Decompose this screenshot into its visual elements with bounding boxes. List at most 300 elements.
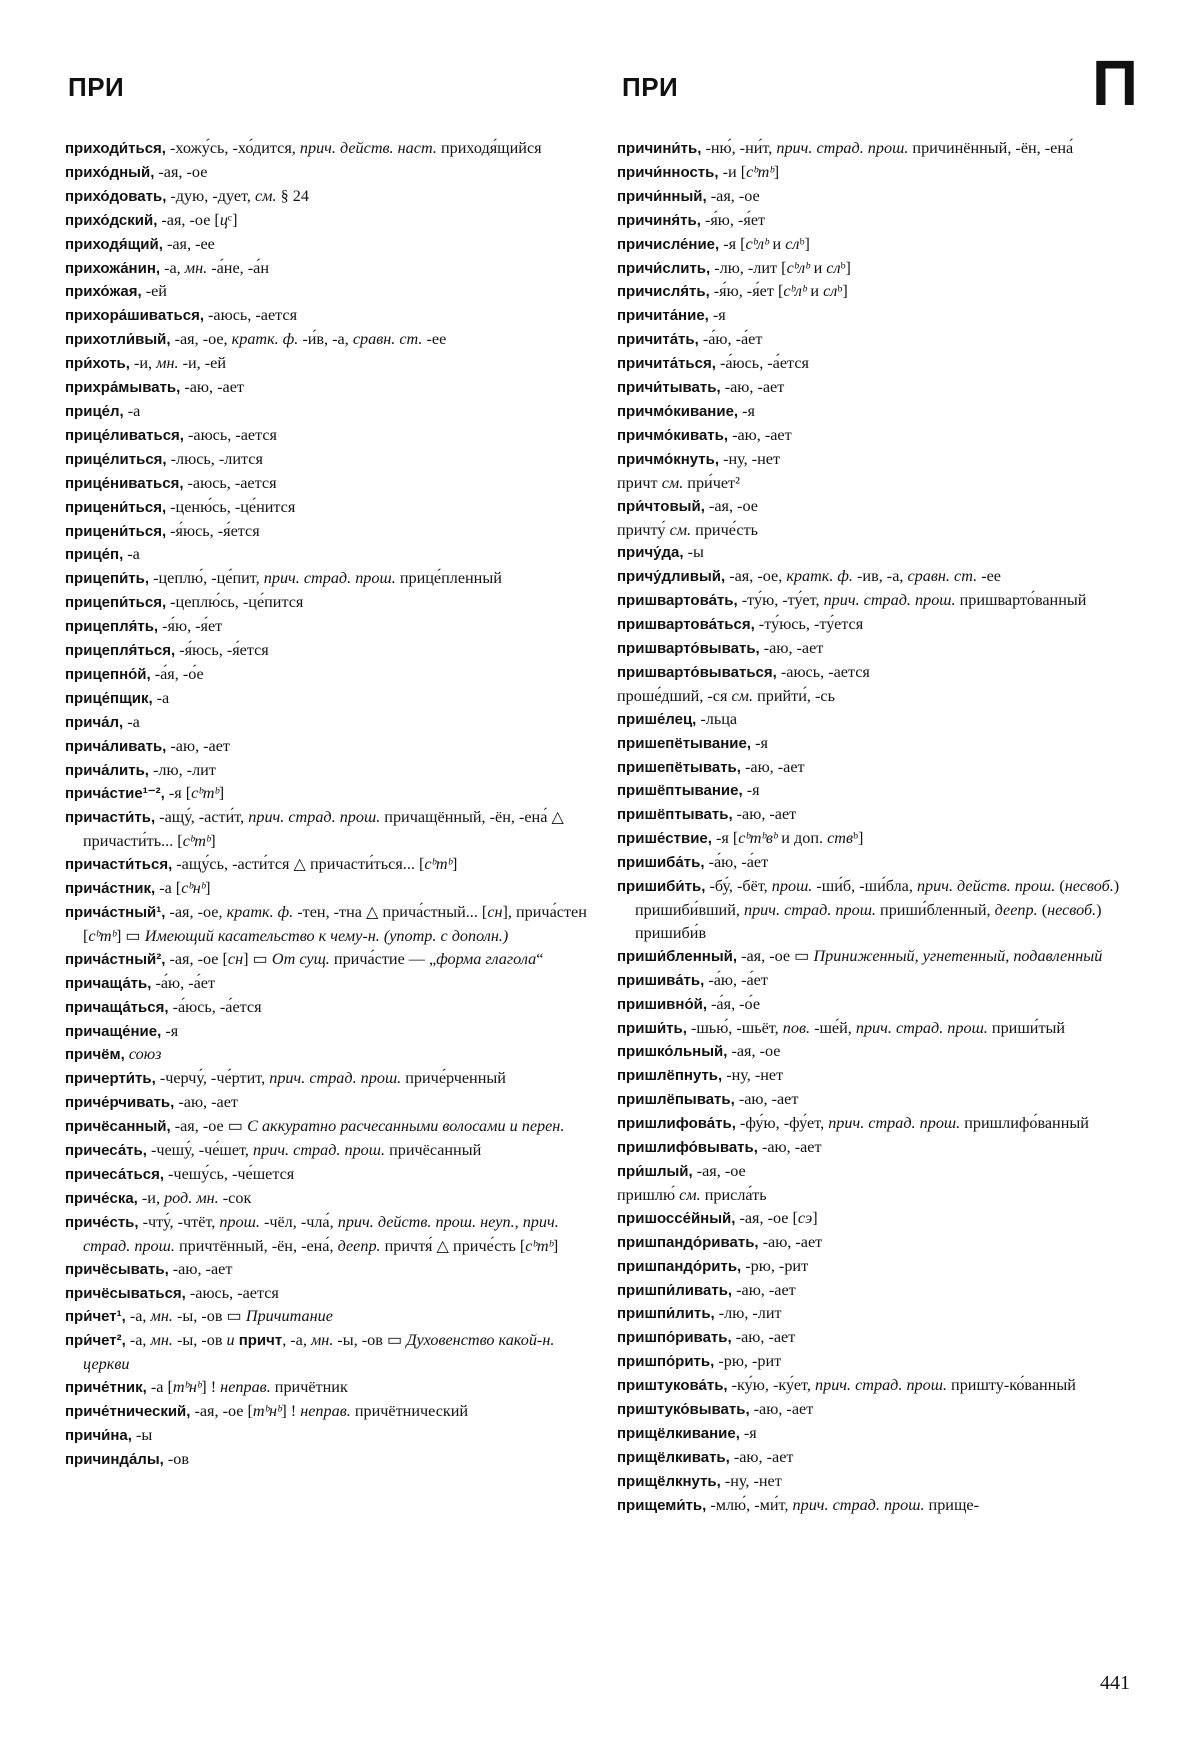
entry-text: -ну, -нет [720,1471,782,1490]
dictionary-entry [617,1064,1137,1088]
entry-headword: прихо́дный, [65,163,155,181]
entry-headword: причи́нный, [617,187,707,205]
entry-label: С аккуратно расчесанными волосами и перен. [247,1117,565,1136]
dictionary-entry [617,589,1137,613]
entry-headword: приходи́ться, [65,140,166,157]
entry-headword: при́шлый, [617,1162,693,1180]
dictionary-entry [65,591,590,615]
dictionary-entry [65,185,590,209]
entry-text: -ту́ю, -ту́ет, [737,591,824,610]
entry-headword: прицепля́ть, [65,618,159,636]
entry-text: приходя́щийся [436,139,542,157]
entry-text: -аю, -ает [168,1259,233,1278]
entry-text: ] [812,1208,818,1227]
entry-text: -я [742,781,760,800]
dictionary-entry [617,1017,1137,1041]
entry-text: -аю, -ает [166,736,231,755]
dictionary-entry [65,972,590,996]
dictionary-entry [617,161,1137,185]
entry-text: причт [238,1332,283,1350]
entry-text: -ценю́сь, -це́нится [166,497,296,516]
entry-text: -льца [696,709,738,728]
dictionary-entry [617,1446,1137,1470]
entry-text: -ая, -ое [706,186,760,205]
entry-text: -я [ [711,829,739,848]
entry-text: -лю, -лит [148,760,216,779]
entry-headword: приче́тник, [65,1379,147,1397]
entry-headword: прихра́мывать, [65,379,181,397]
entry-label: Причитание [245,1307,333,1326]
entry-headword: пришпо́ривать, [617,1329,732,1347]
dictionary-entry [65,759,590,783]
dictionary-entry [65,1163,590,1187]
entry-label: см. [661,473,684,492]
entry-headword: причита́ться, [617,355,716,373]
entry-text: причтя́ △ приче́сть [ [380,1236,526,1255]
entry-text: -а [123,401,141,420]
entry-label: прич. страд. прош. [823,591,956,610]
entry-headword: причита́ние, [617,307,709,325]
entry-text: ᵇ] [852,829,864,848]
entry-text: -аю, -ает [734,1090,799,1109]
entry-headword: приштуко́вывать, [617,1401,750,1419]
entry-label: род. мн. [164,1188,219,1207]
entry-text: причётнический [350,1402,469,1421]
entry-text: -ей [141,282,167,301]
entry-label: сравн. ст. [352,330,423,349]
entry-text: -ая, -ое [ [190,1402,253,1421]
entry-text: -ню́, -ни́т, [701,139,777,157]
entry-headword: пришлифо́вывать, [617,1139,758,1157]
entry-text: причётник [270,1378,348,1397]
entry-headword: прицепи́ть, [65,570,150,588]
entry-text: приши́бленный, [875,901,995,919]
entry-text: ] [218,784,225,803]
entry-headword: причаще́ние, [65,1022,162,1040]
entry-label: cᵇнᵇ [181,879,206,898]
entry-headword: прича́стный¹, [65,904,166,921]
dictionary-entry [617,137,1137,161]
dictionary-entry [617,280,1137,304]
entry-label: кратк. ф. [226,903,294,921]
dictionary-entry [65,472,590,496]
dictionary-entry [617,495,1137,519]
entry-text: -чту́, -чтёт, [138,1212,220,1231]
dictionary-entry [617,1374,1137,1398]
entry-text: прийти́, -сь [753,686,835,705]
entry-text: пришварто́ванный [955,591,1087,610]
entry-headword: пришко́льный, [617,1043,728,1061]
dictionary-entry [617,993,1137,1017]
entry-headword: пришварто́вываться, [617,663,777,681]
dictionary-entry [65,400,590,424]
entry-text: -а́ю, -а́ет [704,853,769,872]
entry-text: ] ▭ [115,926,145,945]
dictionary-entry [65,567,590,591]
entry-text: -ну, -нет [722,1066,784,1085]
entry-text: -ы [683,543,704,562]
entry-text: прище- [924,1495,980,1514]
dictionary-entry [65,1400,590,1424]
entry-text: ) пришиби́вший, [635,877,1120,919]
entry-text: -а, [125,1331,151,1350]
entry-text: -аю, -ает [757,1138,822,1157]
entry-text: -аюсь, -ается [776,662,870,681]
entry-label: От сущ. [271,949,330,968]
entry-headword: причёсанный, [65,1118,171,1136]
entry-text: -аюсь, -ается [183,425,277,444]
running-head-left: ПРИ [68,72,125,102]
dictionary-entry [617,209,1137,233]
entry-text: -я [751,733,768,752]
entry-label: сравн. ст. [907,567,978,586]
entry-text: -аюсь, -ается [204,306,298,325]
entry-headword: прице́л, [65,402,124,420]
dictionary-entry [65,1376,590,1400]
entry-text: ] [552,1236,559,1255]
entry-headword: приче́рчивать, [65,1094,175,1112]
entry-text: -аюсь, -ается [185,1283,279,1302]
entry-text: -я́юсь, -я́ется [166,521,260,540]
dictionary-entry [65,1448,590,1472]
entry-text: при́чет² [683,473,740,492]
entry-headword: причёсывать, [65,1260,169,1278]
entry-headword: причи́тывать, [617,379,721,397]
entry-text: пришлифо́ванный [960,1114,1089,1133]
entry-text: -рю, -рит [741,1256,809,1275]
entry-headword: пришпандо́ривать, [617,1233,759,1251]
entry-text: -а́я, -о́е [707,994,761,1013]
entry-text: -я [739,1423,757,1442]
dictionary-entry [617,424,1137,448]
dictionary-entry [617,1112,1137,1136]
entry-text: -а, [125,1307,151,1326]
entry-label: сн [227,949,244,968]
entry-text: -ащу́, -асти́т, [155,808,249,827]
entry-text: -а́юсь, -а́ется [715,354,809,373]
entry-headword: прицепи́ться, [65,594,167,612]
dictionary-entry [617,661,1137,685]
entry-text: -ая, -ое, [170,330,232,349]
entry-text: -ая, -ое, [165,903,227,921]
entry-text: причащённый, -ён, -ена́ △ причасти́ть... [ [83,808,564,851]
entry-text: -аю, -ает [732,1280,796,1299]
entry-text: пришту-ко́ванный [947,1376,1076,1395]
dictionary-entry [65,137,590,161]
dictionary-entry [65,735,590,759]
entry-text: -ы, -ов [172,1331,227,1350]
dictionary-entry [65,328,590,352]
dictionary-entry [65,1091,590,1115]
entry-label: см. [679,1185,701,1204]
entry-text: , -а, [282,1331,311,1350]
entry-text: -ы, -ов ▭ [172,1307,246,1326]
entry-headword: приши́ть, [617,1019,687,1037]
entry-label: прич. страд. прош. [743,901,876,919]
dictionary-entry [65,1115,590,1139]
entry-label: Имеющий касательство к чему-н. (употр. с дополн.) [144,926,509,945]
dictionary-entry [65,1424,590,1448]
dictionary-entry [617,1088,1137,1112]
dictionary-entry [617,541,1137,565]
entry-headword: прихотли́вый, [65,331,171,349]
entry-text: ] [205,879,211,898]
entry-headword: причасти́ть, [65,809,156,827]
dictionary-entry [65,257,590,281]
entry-text: -ив, -а, [852,567,908,586]
entry-text: -тен, -тна △ прича́стный... [ [293,903,488,921]
entry-text: -чёл, -чла́, [259,1212,338,1231]
entry-text: -ая, -ее [162,234,215,253]
entry-label: форма глагола [436,949,537,968]
entry-label: cᵇлᵇ [783,282,807,301]
entry-label: прич. страд. прош. [263,569,396,588]
entry-text: -аю, -ает [729,1447,794,1466]
entry-label: прич. страд. прош. [253,1141,386,1160]
entry-headword: пришпо́рить, [617,1353,715,1371]
entry-text: -ше́й, [810,1018,856,1037]
dictionary-entry [617,519,1137,542]
entry-text: -люсь, -лится [166,449,263,468]
entry-headword: причмо́кнуть, [617,450,720,468]
entry-text: -ку́ю, -ку́ет, [727,1376,815,1395]
entry-headword: пришоссе́йный, [617,1209,736,1227]
entry-headword: причёсываться, [65,1284,186,1302]
entry-label: мн. [150,1307,173,1326]
entry-label: неправ. [220,1378,271,1397]
entry-label: деепр. [337,1236,381,1255]
entry-headword: прише́ствие, [617,830,712,848]
dictionary-entry [617,376,1137,400]
entry-headword: пришепётывать, [617,758,741,776]
entry-text: -и, [137,1188,165,1207]
entry-text: -ая, -ое [727,1042,781,1061]
entry-headword: при́чет², [65,1332,126,1350]
entry-text: ᶜ] [227,210,238,229]
entry-text: -ее [422,330,447,349]
dictionary-entry [65,543,590,567]
entry-headword: пришепётывание, [617,734,752,752]
entry-label: mᵇнᵇ [172,1378,202,1397]
entry-headword: прицепно́й, [65,665,151,683]
entry-headword: причасти́ться, [65,856,173,874]
entry-text: -я́юсь, -я́ется [175,641,269,660]
left-column [65,137,590,1472]
dictionary-entry [617,1470,1137,1494]
dictionary-entry [65,1043,590,1067]
entry-headword: прице́ниваться, [65,474,184,492]
entry-text: -ая, -ое [704,496,758,515]
dictionary-entry [617,969,1137,993]
entry-text: -я́ю, -я́ет [158,617,223,636]
entry-text: -ая, -ое ▭ [737,946,814,965]
entry-label: прош. [771,877,813,896]
entry-text: -аю, -ает [732,805,797,824]
entry-text: -ну, -нет [719,449,781,468]
entry-text: ] ! [281,1402,301,1421]
dictionary-entry [617,565,1137,589]
entry-headword: причи́слить, [617,259,711,277]
dictionary-entry [617,448,1137,472]
entry-text: и [806,282,824,301]
dictionary-entry [65,877,590,901]
entry-text: -аю, -ает [749,1400,814,1419]
entry-headword: причеса́ть, [65,1142,147,1160]
dictionary-entry [617,1207,1137,1231]
entry-headword: причисле́ние, [617,235,720,253]
entry-text: -шью́, -шьёт, [686,1018,783,1037]
entry-text: -ее [977,567,1001,586]
entry-headword: приходя́щий, [65,235,163,253]
entry-text: -а [ [155,879,182,898]
dictionary-entry [65,1305,590,1329]
dictionary-entry [65,280,590,304]
entry-headword: прише́лец, [617,710,697,728]
entry-label: cᵇmᵇ [424,855,452,874]
entry-text: -ы, -ов ▭ [333,1331,407,1350]
dictionary-entry [65,687,590,711]
entry-headword: пришёптывать, [617,806,733,824]
entry-text: -ши́б, -ши́бла, [812,877,917,896]
entry-label: мн. [156,354,179,373]
entry-label: несвоб. [1047,901,1097,919]
dictionary-entry [65,376,590,400]
entry-text: -и [ [718,162,747,181]
entry-text: ) пришиби́в [635,901,1102,942]
entry-label: прич. страд. прош. [792,1495,925,1514]
dictionary-entry [617,328,1137,352]
entry-text: прича́стие — „ [329,949,437,968]
entry-label: Духовенство какой-н. церкви [83,1331,555,1374]
dictionary-entry [617,708,1137,732]
entry-headword: прихожа́нин, [65,259,161,277]
entry-label: прич. действ. наст. [299,139,437,157]
dictionary-entry [65,1067,590,1091]
entry-label: ств [827,829,853,848]
entry-label: мн. [310,1331,334,1350]
entry-text: -черчу́, -че́ртит, [155,1069,270,1088]
dictionary-entry [65,711,590,735]
entry-headword: приче́тнический, [65,1403,191,1421]
entry-headword: причита́ть, [617,331,699,349]
entry-text: -аю, -ает [174,1093,238,1112]
entry-label: мн. [150,1331,173,1350]
entry-text: -аю, -ает [740,757,805,776]
dictionary-entry [65,352,590,376]
entry-label: прич. страд. прош. [815,1376,947,1395]
dictionary-entry [617,637,1137,661]
entry-text: -а́не, -а́н [207,258,269,277]
entry-text: -аю, -ает [180,378,244,397]
dictionary-entry [617,304,1137,328]
dictionary-entry [65,233,590,257]
entry-label: сл [823,282,838,301]
entry-text: -млю́, -ми́т, [706,1495,793,1514]
entry-headword: прице́пщик, [65,689,153,707]
entry-headword: причисля́ть, [617,283,710,301]
entry-text: -ая, -ое [154,162,208,181]
entry-text: -ащу́сь, -асти́тся △ причасти́ться... [ [172,855,425,874]
entry-headword: прицени́ться, [65,522,167,540]
entry-text: -и, -ей [178,354,226,373]
entry-text: -я [ [164,784,192,803]
entry-text: -а [123,545,140,564]
entry-text: прице́пленный [395,569,502,588]
entry-label: несвоб. [1064,877,1114,896]
entry-headword: прихо́дский, [65,211,158,229]
entry-text: -ая, -ое [ [735,1208,798,1227]
dictionary-entry [65,639,590,663]
entry-text: ( [1055,877,1065,896]
entry-text: -а́ю, -а́ет [698,330,763,349]
dictionary-entry [65,948,590,972]
entry-headword: причём, [65,1046,125,1064]
entry-headword: причи́нность, [617,163,719,181]
entry-text: -ая, -ое [ [157,210,220,229]
entry-headword: прича́ливать, [65,737,167,755]
entry-label: сл [785,234,800,253]
entry-headword: прихо́довать, [65,187,167,205]
entry-label: мн. [184,258,208,277]
entry-label: прич. страд. прош. [776,139,909,157]
running-head-right: ПРИ [622,72,679,102]
dictionary-entry [65,161,590,185]
dictionary-entry [617,400,1137,424]
entry-label: см. [669,520,692,539]
entry-headword: причинда́лы, [65,1450,164,1468]
entry-text: “ [536,949,544,968]
entry-headword: прича́лить, [65,761,149,779]
entry-label: пов. [782,1018,811,1037]
entry-headword: пришлёпывать, [617,1091,735,1109]
entry-label: cᵇлᵇ [786,258,810,277]
entry-headword: пришварто́вывать, [617,640,760,658]
entry-headword: прищёлкивание, [617,1424,740,1442]
entry-headword: пришвартова́ть, [617,592,738,610]
entry-label: прич. действ. прош. [916,877,1056,896]
entry-text: -ая, -ое ▭ [170,1117,248,1136]
entry-label: союз [128,1045,162,1064]
entry-text: -аю, -ает [758,1232,823,1251]
dictionary-entry [617,1255,1137,1279]
entry-headword: причерти́ть, [65,1070,156,1088]
dictionary-entry [617,472,1137,495]
entry-headword: пришиба́ть, [617,854,705,872]
dictionary-entry [65,782,590,806]
entry-text: пришлю́ [617,1185,680,1204]
entry-headword: прича́стник, [65,880,156,898]
entry-headword: причиня́ть, [617,211,701,229]
entry-text: -рю, -рит [714,1352,782,1371]
entry-text: -дую, -дует, [166,186,255,205]
entry-text: -а́ю, -а́ет [151,973,216,992]
entry-text: -ая, -ое [ [165,949,228,968]
entry-headword: пришива́ть, [617,971,705,989]
entry-text: -а, [160,258,185,277]
entry-text: причту́ [617,520,670,539]
entry-text: -и, [129,354,157,373]
entry-label: ц [219,210,228,229]
entry-headword: приши́бленный, [617,947,738,965]
entry-label: cᵇmᵇ [182,832,211,851]
entry-headword: прищеми́ть, [617,1496,707,1514]
dictionary-entry [65,615,590,639]
entry-text: и [809,258,827,277]
entry-headword: причмо́кивание, [617,402,739,420]
dictionary-entry [617,827,1137,851]
entry-text: ] [773,162,780,181]
entry-headword: прихора́шиваться, [65,307,204,325]
